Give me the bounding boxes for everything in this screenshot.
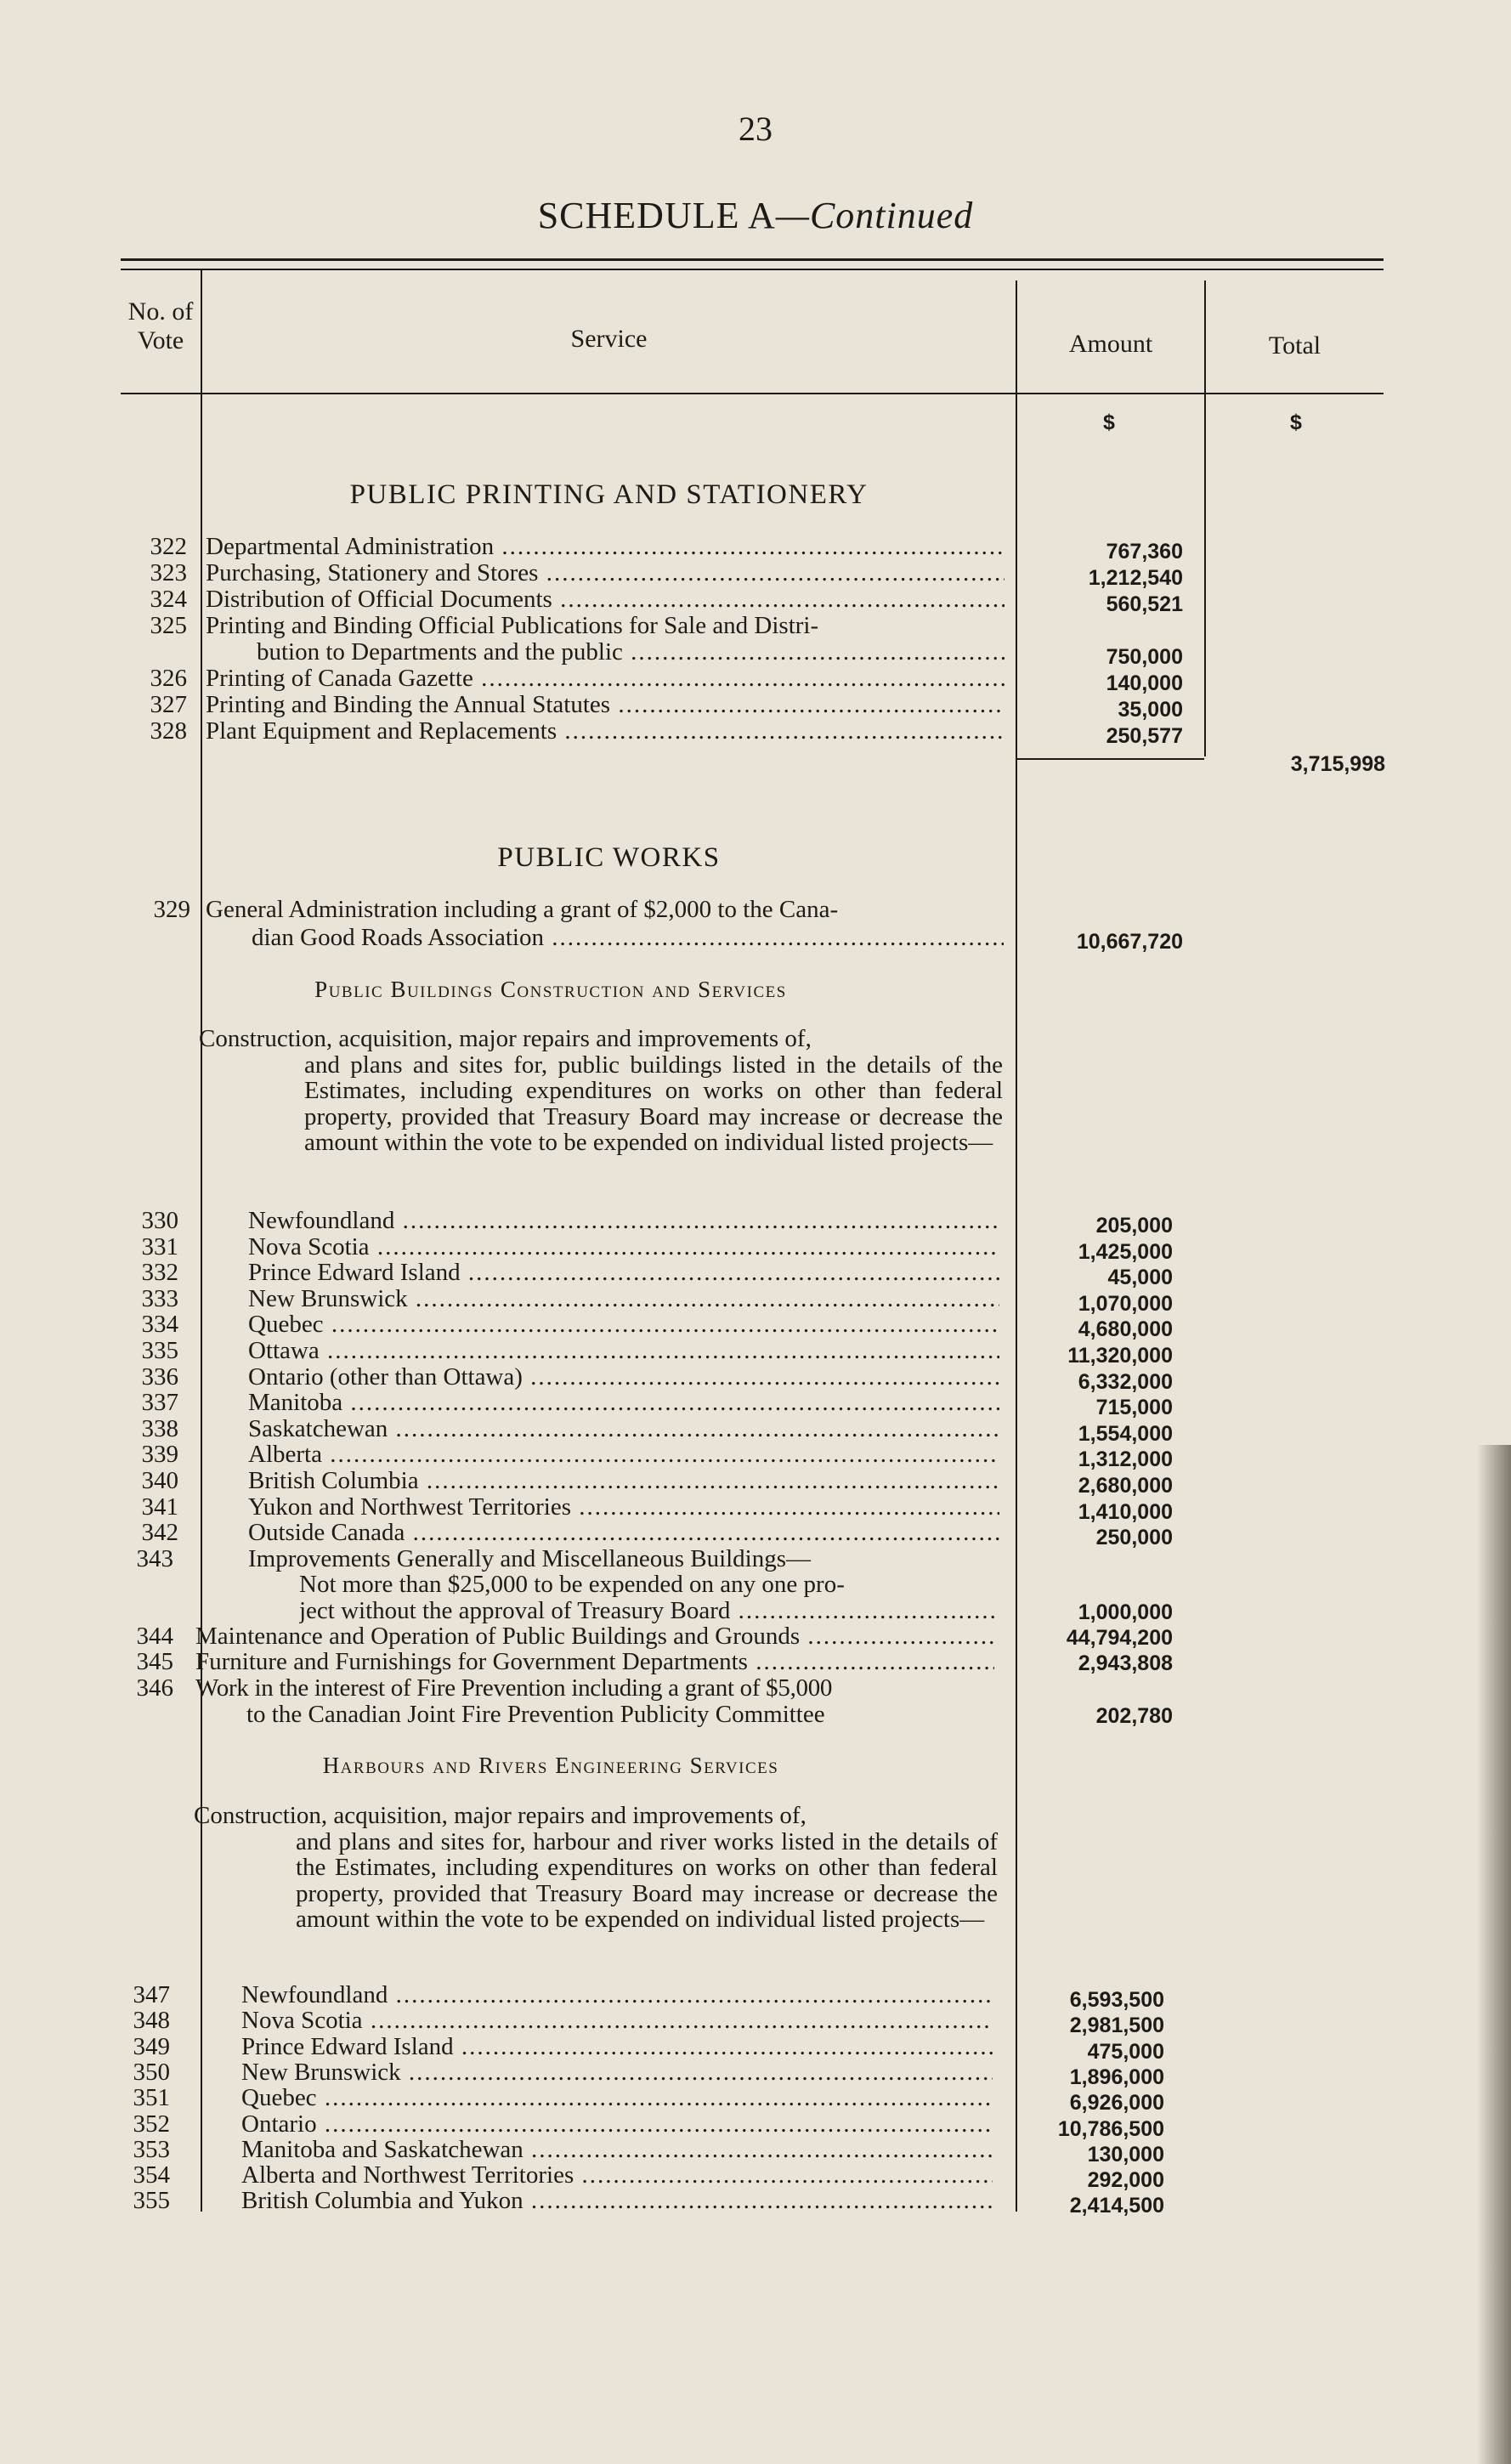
- vote-number: 322: [150, 533, 187, 560]
- vote-number: 353: [133, 2135, 170, 2163]
- amount-value: 35,000: [1118, 698, 1183, 722]
- page-number: 23: [739, 110, 772, 148]
- amount-value: 1,410,000: [1078, 1499, 1173, 1524]
- service-text: New Brunswick .....: [248, 1286, 999, 1311]
- buildings-intro: [199, 1026, 1003, 1156]
- service-text: Printing and Binding the Annual Statutes .....: [206, 692, 1005, 717]
- amount-value: 130,000: [1087, 2142, 1164, 2167]
- vote-number: 329: [153, 896, 190, 923]
- vote-number: 324: [150, 586, 187, 613]
- subhead-buildings: Public Buildings Construction and Services: [314, 977, 787, 1002]
- harbours-intro-first: Construction, acquisition, major repairs and improvements of,: [194, 1802, 806, 1829]
- schedule-title-main: SCHEDULE A: [537, 195, 776, 236]
- amount-value: 767,360: [1106, 540, 1183, 564]
- buildings-intro-rest: and plans and sites for, public buildings listed in the details of the Estimates, including expenditures on works on other than federal property, provided that Treasury Board may increase or decrease the amount within the vote to be expended on individual listed projects—: [304, 1051, 1003, 1156]
- service-text: Nova Scotia .....: [241, 2008, 993, 2033]
- vote-number: 338: [141, 1414, 178, 1442]
- service-text: British Columbia .....: [248, 1468, 999, 1493]
- amount-value: 202,780: [1095, 1704, 1173, 1728]
- amount-value: 1,212,540: [1088, 566, 1183, 590]
- service-text: Ottawa .....: [248, 1338, 999, 1363]
- vote-number: 343: [136, 1545, 173, 1572]
- amount-value: 1,000,000: [1078, 1600, 1173, 1624]
- printing-total: 3,715,998: [1290, 752, 1385, 776]
- vote-number: 340: [141, 1467, 178, 1494]
- vote-number: 333: [141, 1284, 178, 1312]
- vote-number: 337: [141, 1389, 178, 1417]
- service-text: Purchasing, Stationery and Stores .....: [206, 560, 1005, 586]
- buildings-intro-first: Construction, acquisition, major repairs and improvements of,: [199, 1025, 812, 1052]
- service-text: Yukon and Northwest Territories .....: [248, 1494, 999, 1520]
- amount-value: 292,000: [1087, 2168, 1164, 2193]
- vote-number: 354: [133, 2161, 170, 2189]
- schedule-title: [0, 194, 1511, 237]
- amount-value: 1,070,000: [1078, 1291, 1173, 1316]
- vote-number: 344: [136, 1623, 173, 1650]
- amount-value: 1,425,000: [1078, 1239, 1173, 1264]
- header-total: Total: [1268, 331, 1321, 360]
- vote-number: 328: [150, 717, 187, 745]
- vote-number: 336: [141, 1362, 178, 1391]
- amount-value: 1,554,000: [1078, 1421, 1173, 1446]
- service-text: Departmental Administration .....: [206, 534, 1005, 559]
- section-title-works: PUBLIC WORKS: [497, 842, 721, 873]
- amount-value: 6,332,000: [1078, 1369, 1173, 1394]
- service-text: British Columbia and Yukon .....: [241, 2188, 993, 2213]
- service-text-cont: bution to Departments and the public .....: [257, 639, 1005, 665]
- service-text: Work in the interest of Fire Prevention including a grant of $5,000: [195, 1675, 833, 1701]
- amount-value: 475,000: [1087, 2039, 1164, 2064]
- service-text: Ontario (other than Ottawa) .....: [248, 1364, 999, 1390]
- amount-value: 2,414,500: [1069, 2194, 1164, 2218]
- amount-value: 6,593,500: [1069, 1988, 1164, 2012]
- header-amount: Amount: [1068, 330, 1153, 358]
- amount-value: 45,000: [1107, 1266, 1173, 1290]
- service-text: Outside Canada .....: [248, 1520, 999, 1545]
- vote-number: 350: [133, 2058, 170, 2086]
- amount-value: 10,667,720: [1076, 930, 1183, 954]
- vote-number: 342: [141, 1519, 178, 1547]
- harbours-intro-rest: and plans and sites for, harbour and river works listed in the details of the Estimates, including expenditures on works on other than federal property, provided that Treasury Board may increase or decrease the amount within the vote to be expended on individual listed projects—: [296, 1827, 998, 1933]
- vote-number: 348: [133, 2007, 170, 2035]
- service-text: Saskatchewan .....: [248, 1416, 999, 1442]
- vote-number: 345: [136, 1648, 173, 1675]
- service-text: Ontario .....: [241, 2111, 993, 2137]
- vote-number: 352: [133, 2110, 170, 2138]
- vote-number: 330: [141, 1207, 178, 1234]
- service-text: Nova Scotia .....: [248, 1234, 999, 1260]
- vote-number: 326: [150, 665, 187, 692]
- service-text: Alberta and Northwest Territories .....: [241, 2162, 993, 2188]
- vote-number: 327: [150, 691, 187, 718]
- vote-number: 339: [141, 1441, 178, 1469]
- amount-value: 4,680,000: [1078, 1317, 1173, 1342]
- vote-number: 325: [150, 612, 187, 639]
- amount-value: 560,521: [1106, 592, 1183, 616]
- section-title-printing: PUBLIC PRINTING AND STATIONERY: [349, 479, 869, 510]
- vote-number: 341: [141, 1493, 178, 1521]
- vote-number: 349: [133, 2032, 170, 2060]
- amount-value: 2,680,000: [1078, 1474, 1173, 1498]
- vote-number: 346: [136, 1674, 173, 1702]
- subhead-harbours: Harbours and Rivers Engineering Services: [322, 1753, 779, 1778]
- amount-value: 250,577: [1106, 724, 1183, 748]
- amount-value: 205,000: [1095, 1214, 1173, 1238]
- service-text-cont: to the Canadian Joint Fire Prevention Publicity Committee: [246, 1702, 825, 1727]
- amount-value: 10,786,500: [1057, 2116, 1164, 2141]
- amount-value: 11,320,000: [1067, 1344, 1173, 1368]
- service-text: Alberta .....: [248, 1442, 999, 1467]
- harbours-intro: [194, 1803, 998, 1933]
- service-text-cont: dian Good Roads Association .....: [252, 925, 1004, 950]
- service-text: Manitoba .....: [248, 1390, 999, 1415]
- column-divider-service: [1016, 280, 1017, 2212]
- service-text: Furniture and Furnishings for Government Departments .....: [195, 1649, 994, 1674]
- service-text: Manitoba and Saskatchewan .....: [241, 2137, 993, 2162]
- service-text: Prince Edward Island .....: [248, 1260, 999, 1285]
- header-vote: No. of Vote: [127, 297, 194, 354]
- vote-number: 331: [141, 1232, 178, 1260]
- header-bottom-rule: [121, 393, 1384, 394]
- amount-value: 1,896,000: [1069, 2065, 1164, 2089]
- service-text: Newfoundland .....: [248, 1208, 999, 1233]
- schedule-title-continued: —Continued: [775, 195, 974, 236]
- service-text: Maintenance and Operation of Public Buildings and Grounds .....: [195, 1623, 998, 1649]
- header-service: Service: [570, 325, 648, 353]
- service-text-line3: ject without the approval of Treasury Board .....: [299, 1598, 994, 1623]
- vote-number: 347: [133, 1981, 170, 2008]
- amount-value: 2,943,808: [1078, 1651, 1173, 1675]
- top-double-rule-2: [121, 269, 1384, 270]
- amount-value: 250,000: [1095, 1526, 1173, 1550]
- service-text: Improvements Generally and Miscellaneous Buildings—: [248, 1546, 812, 1572]
- amount-value: 2,981,500: [1069, 2014, 1164, 2038]
- service-text: Prince Edward Island .....: [241, 2034, 993, 2059]
- page-edge-shadow: [1477, 1445, 1511, 2464]
- service-text: Quebec .....: [248, 1311, 999, 1337]
- service-text: Distribution of Official Documents .....: [206, 586, 1005, 612]
- amount-value: 1,312,000: [1078, 1447, 1173, 1472]
- amount-value: 750,000: [1106, 645, 1183, 669]
- vote-number: 351: [133, 2084, 170, 2112]
- service-text: Newfoundland .....: [241, 1982, 993, 2008]
- service-text: Plant Equipment and Replacements .....: [206, 718, 1005, 744]
- amount-value: 715,000: [1095, 1396, 1173, 1420]
- service-text: Printing of Canada Gazette .....: [206, 666, 1005, 691]
- service-text: Printing and Binding Official Publications for Sale and Distri-: [206, 613, 819, 638]
- vote-number: 334: [141, 1311, 178, 1339]
- amount-currency-symbol: $: [1103, 411, 1115, 434]
- total-currency-symbol: $: [1290, 411, 1302, 434]
- amount-value: 6,926,000: [1069, 2091, 1164, 2116]
- vote-number: 335: [141, 1337, 178, 1364]
- vote-number: 355: [133, 2187, 170, 2215]
- amount-value: 140,000: [1106, 671, 1183, 695]
- service-text: New Brunswick .....: [241, 2059, 993, 2085]
- service-text: Quebec .....: [241, 2085, 993, 2110]
- service-text-line2: Not more than $25,000 to be expended on any one pro-: [299, 1572, 845, 1597]
- amount-value: 44,794,200: [1066, 1626, 1173, 1650]
- vote-number: 323: [150, 559, 187, 586]
- top-double-rule-1: [121, 258, 1384, 261]
- vote-number: 332: [141, 1259, 178, 1287]
- printing-subtotal-rule: [1017, 758, 1204, 760]
- service-text: General Administration including a grant of $2,000 to the Cana-: [206, 897, 839, 922]
